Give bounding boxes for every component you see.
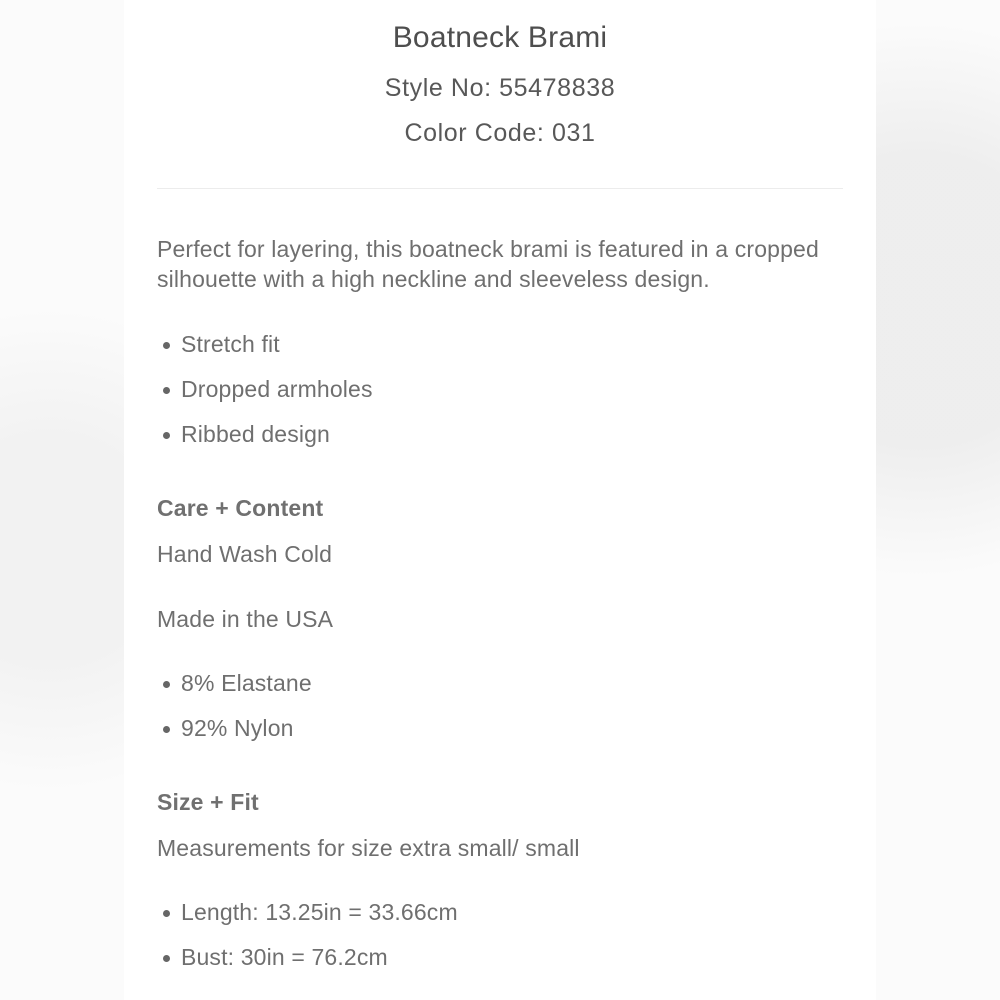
measurement-list — [157, 897, 847, 972]
country-of-origin: Made in the USA — [157, 606, 334, 632]
measurement-item: Length: 13.25in = 33.66cm — [157, 897, 847, 927]
material-item: 8% Elastane — [157, 668, 847, 698]
product-title: Boatneck Brami — [392, 21, 608, 54]
material-item: 92% Nylon — [157, 713, 847, 743]
product-description: Perfect for layering, this boatneck brami is featured in a cropped silhouette with a high neckline and sleeveless design. — [157, 236, 819, 292]
product-details — [157, 234, 847, 987]
color-code: Color Code: 031 — [404, 119, 596, 147]
feature-item: Dropped armholes — [157, 374, 847, 404]
measurement-item: Bust: 30in = 76.2cm — [157, 942, 847, 972]
material-list — [157, 668, 847, 743]
care-wash-instruction: Hand Wash Cold — [157, 541, 333, 567]
feature-item: Stretch fit — [157, 329, 847, 359]
feature-list — [157, 329, 847, 449]
care-content-heading: Care + Content — [157, 495, 324, 521]
size-fit-heading: Size + Fit — [157, 789, 259, 815]
style-number: Style No: 55478838 — [384, 74, 616, 102]
header-divider — [157, 188, 843, 189]
product-header — [0, 18, 1000, 148]
feature-item: Ribbed design — [157, 419, 847, 449]
size-fit-subtitle: Measurements for size extra small/ small — [157, 835, 580, 861]
